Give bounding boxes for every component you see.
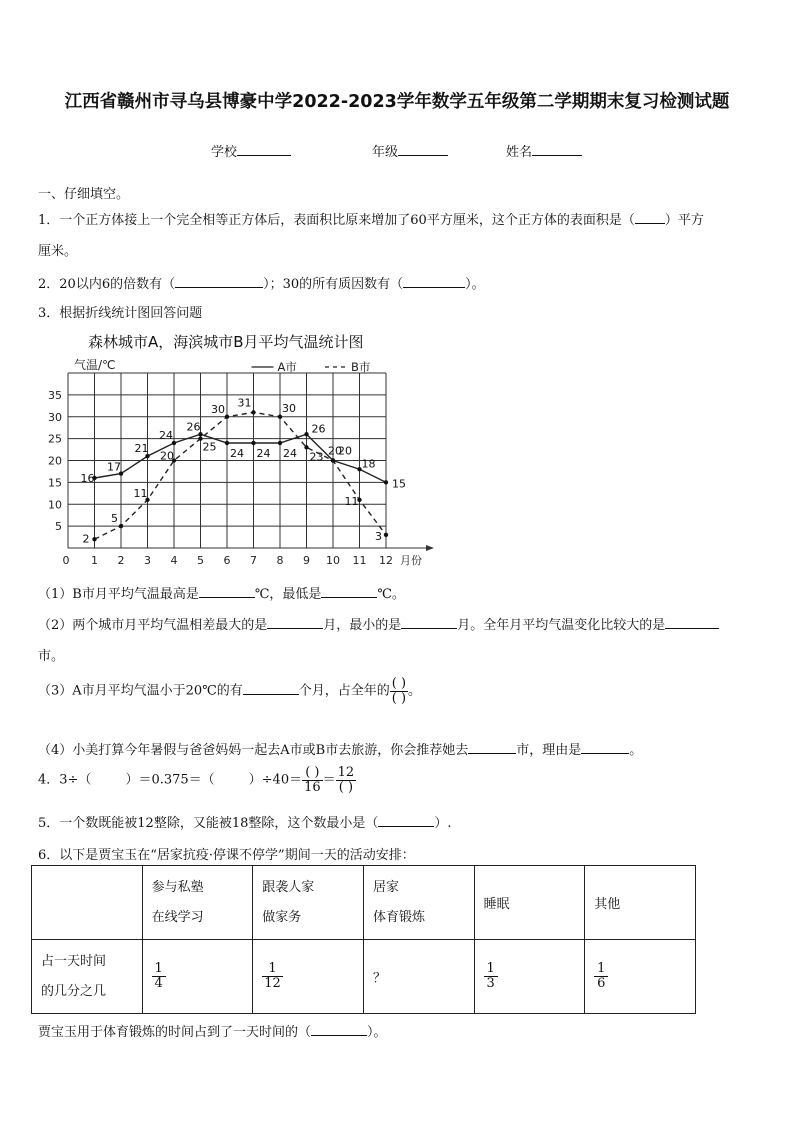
series-b-label: 5	[111, 512, 118, 526]
table-cell[interactable]: ？	[364, 940, 475, 1014]
series-b-label: 31	[237, 396, 252, 410]
table-row	[32, 940, 696, 1014]
q3-1-text-c: ℃。	[377, 587, 405, 602]
x-tick-label: 9	[303, 554, 310, 567]
series-b-label: 25	[202, 440, 217, 454]
q3-2-blank-2[interactable]	[401, 614, 457, 629]
q6-text-b: ）。	[367, 1025, 387, 1040]
school-label: 学校	[211, 145, 238, 160]
series-b-point	[251, 410, 255, 414]
x-tick-label: 12	[379, 554, 393, 567]
q1-blank[interactable]	[635, 209, 665, 224]
series-a-label: 15	[392, 477, 406, 491]
q3-1-blank-2[interactable]	[321, 583, 377, 598]
y-tick-label: 35	[48, 388, 62, 402]
series-b-label: 30	[282, 401, 296, 415]
name-label: 姓名	[506, 145, 533, 160]
q4-equals: ＝	[322, 772, 336, 788]
q1-text-b: ）平方	[664, 213, 704, 228]
school-field[interactable]	[211, 141, 291, 160]
table-row-label: 占一天时间 的几分之几	[32, 940, 143, 1014]
table-cell: $\frac{1}{12}$	[253, 940, 364, 1014]
series-a-point	[384, 480, 388, 484]
y-tick-label: 10	[48, 498, 62, 512]
x-tick-label: 4	[170, 554, 178, 567]
q3-1-text-a: （1）B市月平均气温最高是	[38, 587, 199, 602]
question-6-ask	[38, 1021, 387, 1040]
q2-text-a: 2．20以内6的倍数有（	[38, 277, 176, 292]
table-header-cell: 居家 体育锻炼	[364, 866, 475, 940]
x-tick-label: 10	[326, 554, 340, 567]
series-b-label: 11	[344, 494, 359, 508]
q3-2-blank-1[interactable]	[267, 614, 323, 629]
series-b-label: 20	[160, 449, 174, 463]
question-6-stem: 6．以下是贾宝玉在“居家抗疫·停课不停学”期间一天的活动安排：	[38, 848, 415, 863]
q3-2-text-a: （2）两个城市月平均气温相差最大的是	[38, 618, 268, 633]
section-heading: 一、仔细填空。	[38, 187, 130, 202]
series-a-label: 20	[328, 444, 342, 458]
series-a-label: 26	[186, 420, 201, 434]
series-b-point	[331, 458, 335, 462]
activity-table	[31, 865, 696, 1014]
question-2	[38, 273, 485, 292]
q3-sub-1	[38, 583, 405, 602]
q3-3-fraction[interactable]: $\frac{( )}{( )}$	[391, 676, 407, 706]
series-b-point	[225, 415, 229, 419]
series-b-label: 20	[338, 444, 352, 458]
table-header-cell: 其他	[585, 866, 696, 940]
q2-blank-1[interactable]	[175, 273, 263, 288]
q4-text-a: 4．3÷（	[38, 772, 92, 788]
series-a-label: 26	[311, 422, 326, 436]
q3-2-text-b: 月，最小的是	[323, 618, 402, 633]
series-b-label: 30	[211, 402, 225, 416]
q4-text-b: ）＝0.375＝（	[125, 772, 215, 788]
table-header-cell: 睡眠	[474, 866, 585, 940]
q3-1-blank-1[interactable]	[199, 583, 255, 598]
series-b-label: 11	[133, 486, 148, 500]
q2-text-b: ）；30的所有质因数有（	[263, 277, 404, 292]
x-tick-label: 1	[91, 554, 98, 567]
q3-4-blank-1[interactable]	[468, 739, 516, 754]
q4-fraction-1[interactable]: $\frac{( )}{16}$	[304, 765, 321, 795]
chart-title: 森林城市A，海滨城市B月平均气温统计图	[88, 333, 364, 351]
grade-field[interactable]	[372, 141, 448, 160]
series-b-point	[304, 445, 308, 449]
q2-blank-2[interactable]	[403, 273, 465, 288]
y-tick-label: 30	[48, 410, 62, 424]
q1-text-a: 1．一个正方体接上一个完全相等正方体后，表面积比原来增加了60平方厘米，这个正方体的表面积是（	[38, 213, 635, 228]
q5-blank[interactable]	[378, 812, 434, 827]
q3-2-blank-3[interactable]	[665, 614, 719, 629]
page-title: 江西省赣州市寻乌县博豪中学2022-2023学年数学五年级第二学期期末复习检测试题	[64, 92, 730, 112]
y-tick-label: 25	[48, 432, 62, 446]
series-a-label: 24	[159, 429, 173, 442]
q3-sub-4	[38, 739, 642, 758]
table-header-row	[32, 866, 696, 940]
legend-label-b: B市	[351, 360, 371, 374]
table-header-cell: 跟袭人家 做家务	[253, 866, 364, 940]
x-axis-arrow	[426, 545, 434, 551]
q3-3-blank[interactable]	[243, 680, 299, 695]
x-tick-label: 0	[62, 554, 70, 567]
series-b-label: 2	[82, 532, 90, 546]
series-a-point	[278, 441, 282, 445]
series-a-label: 16	[80, 472, 95, 485]
q3-3-text-c: 。	[408, 683, 422, 699]
grade-label: 年级	[372, 145, 399, 160]
x-tick-label: 3	[144, 554, 151, 567]
series-a-point	[304, 432, 308, 436]
question-4	[38, 766, 356, 794]
q3-3-text-a: （3）A市月平均气温小于20℃的有	[38, 683, 243, 699]
table-cell: $\frac{1}{4}$	[142, 940, 253, 1014]
q4-text-c: ）÷40＝	[248, 772, 303, 788]
series-a-point	[225, 441, 229, 445]
x-tick-label: 11	[352, 554, 367, 567]
q6-blank[interactable]	[311, 1021, 367, 1036]
question-3-stem: 3．根据折线统计图回答问题	[38, 306, 203, 321]
table-cell: $\frac{1}{3}$	[474, 940, 585, 1014]
y-tick-label: 20	[48, 454, 62, 468]
series-a-point	[251, 441, 255, 445]
q2-text-c: ）。	[465, 277, 485, 292]
name-field[interactable]	[506, 141, 582, 160]
x-tick-label: 8	[276, 554, 284, 567]
y-axis-label: 气温/℃	[74, 358, 116, 372]
q3-1-text-b: ℃，最低是	[254, 587, 322, 602]
x-tick-label: 5	[197, 554, 204, 567]
table-header-cell: 参与私塾 在线学习	[142, 866, 253, 940]
q3-sub-3	[38, 677, 421, 705]
legend-label-a: A市	[277, 360, 297, 374]
series-b-point	[119, 524, 123, 528]
series-a-label: 18	[361, 457, 376, 471]
temperature-line-chart	[40, 348, 440, 573]
series-a-label: 24	[283, 447, 297, 460]
series-b-label: 3	[375, 529, 382, 543]
x-tick-label: 2	[117, 554, 125, 567]
y-tick-label: 5	[55, 520, 62, 534]
q3-4-text-b: 市，理由是	[516, 743, 582, 758]
x-tick-label: 7	[250, 554, 257, 567]
q3-2-text-d: 市。	[38, 649, 65, 664]
q6-text-a: 贾宝玉用于体育锻炼的时间占到了一天时间的（	[38, 1025, 312, 1040]
q1-text-c: 厘米。	[38, 244, 78, 259]
series-a-label: 17	[107, 460, 121, 474]
q3-3-text-b: 个月，占全年的	[298, 683, 390, 699]
q3-4-blank-2[interactable]	[581, 739, 629, 754]
series-a-label: 21	[134, 442, 149, 456]
table-corner-cell	[32, 866, 143, 940]
series-a-label: 24	[256, 447, 271, 460]
x-axis-label: 月份	[400, 554, 422, 567]
series-b-point	[384, 533, 388, 537]
series-b-line	[95, 412, 387, 539]
series-b-label: 23	[309, 450, 324, 464]
x-tick-label: 6	[223, 554, 231, 567]
table-cell: $\frac{1}{6}$	[585, 940, 696, 1014]
question-1	[38, 209, 704, 228]
q5-text-b: ）.	[434, 816, 452, 831]
q5-text-a: 5．一个数既能被12整除，又能被18整除，这个数最小是（	[38, 816, 379, 831]
series-b-point	[278, 415, 282, 419]
series-a-label: 24	[230, 447, 244, 460]
q3-4-text-a: （4）小美打算今年暑假与爸爸妈妈一起去A市或B市去旅游，你会推荐她去	[38, 743, 469, 758]
q3-sub-2	[38, 614, 719, 633]
q3-2-text-c: 月。全年月平均气温变化比较大的是	[457, 618, 666, 633]
q3-4-text-c: 。	[629, 743, 643, 758]
y-tick-label: 15	[48, 476, 62, 490]
question-5	[38, 812, 452, 831]
series-b-point	[92, 537, 96, 541]
q4-fraction-2[interactable]: $\frac{12}{( )}$	[337, 765, 355, 795]
